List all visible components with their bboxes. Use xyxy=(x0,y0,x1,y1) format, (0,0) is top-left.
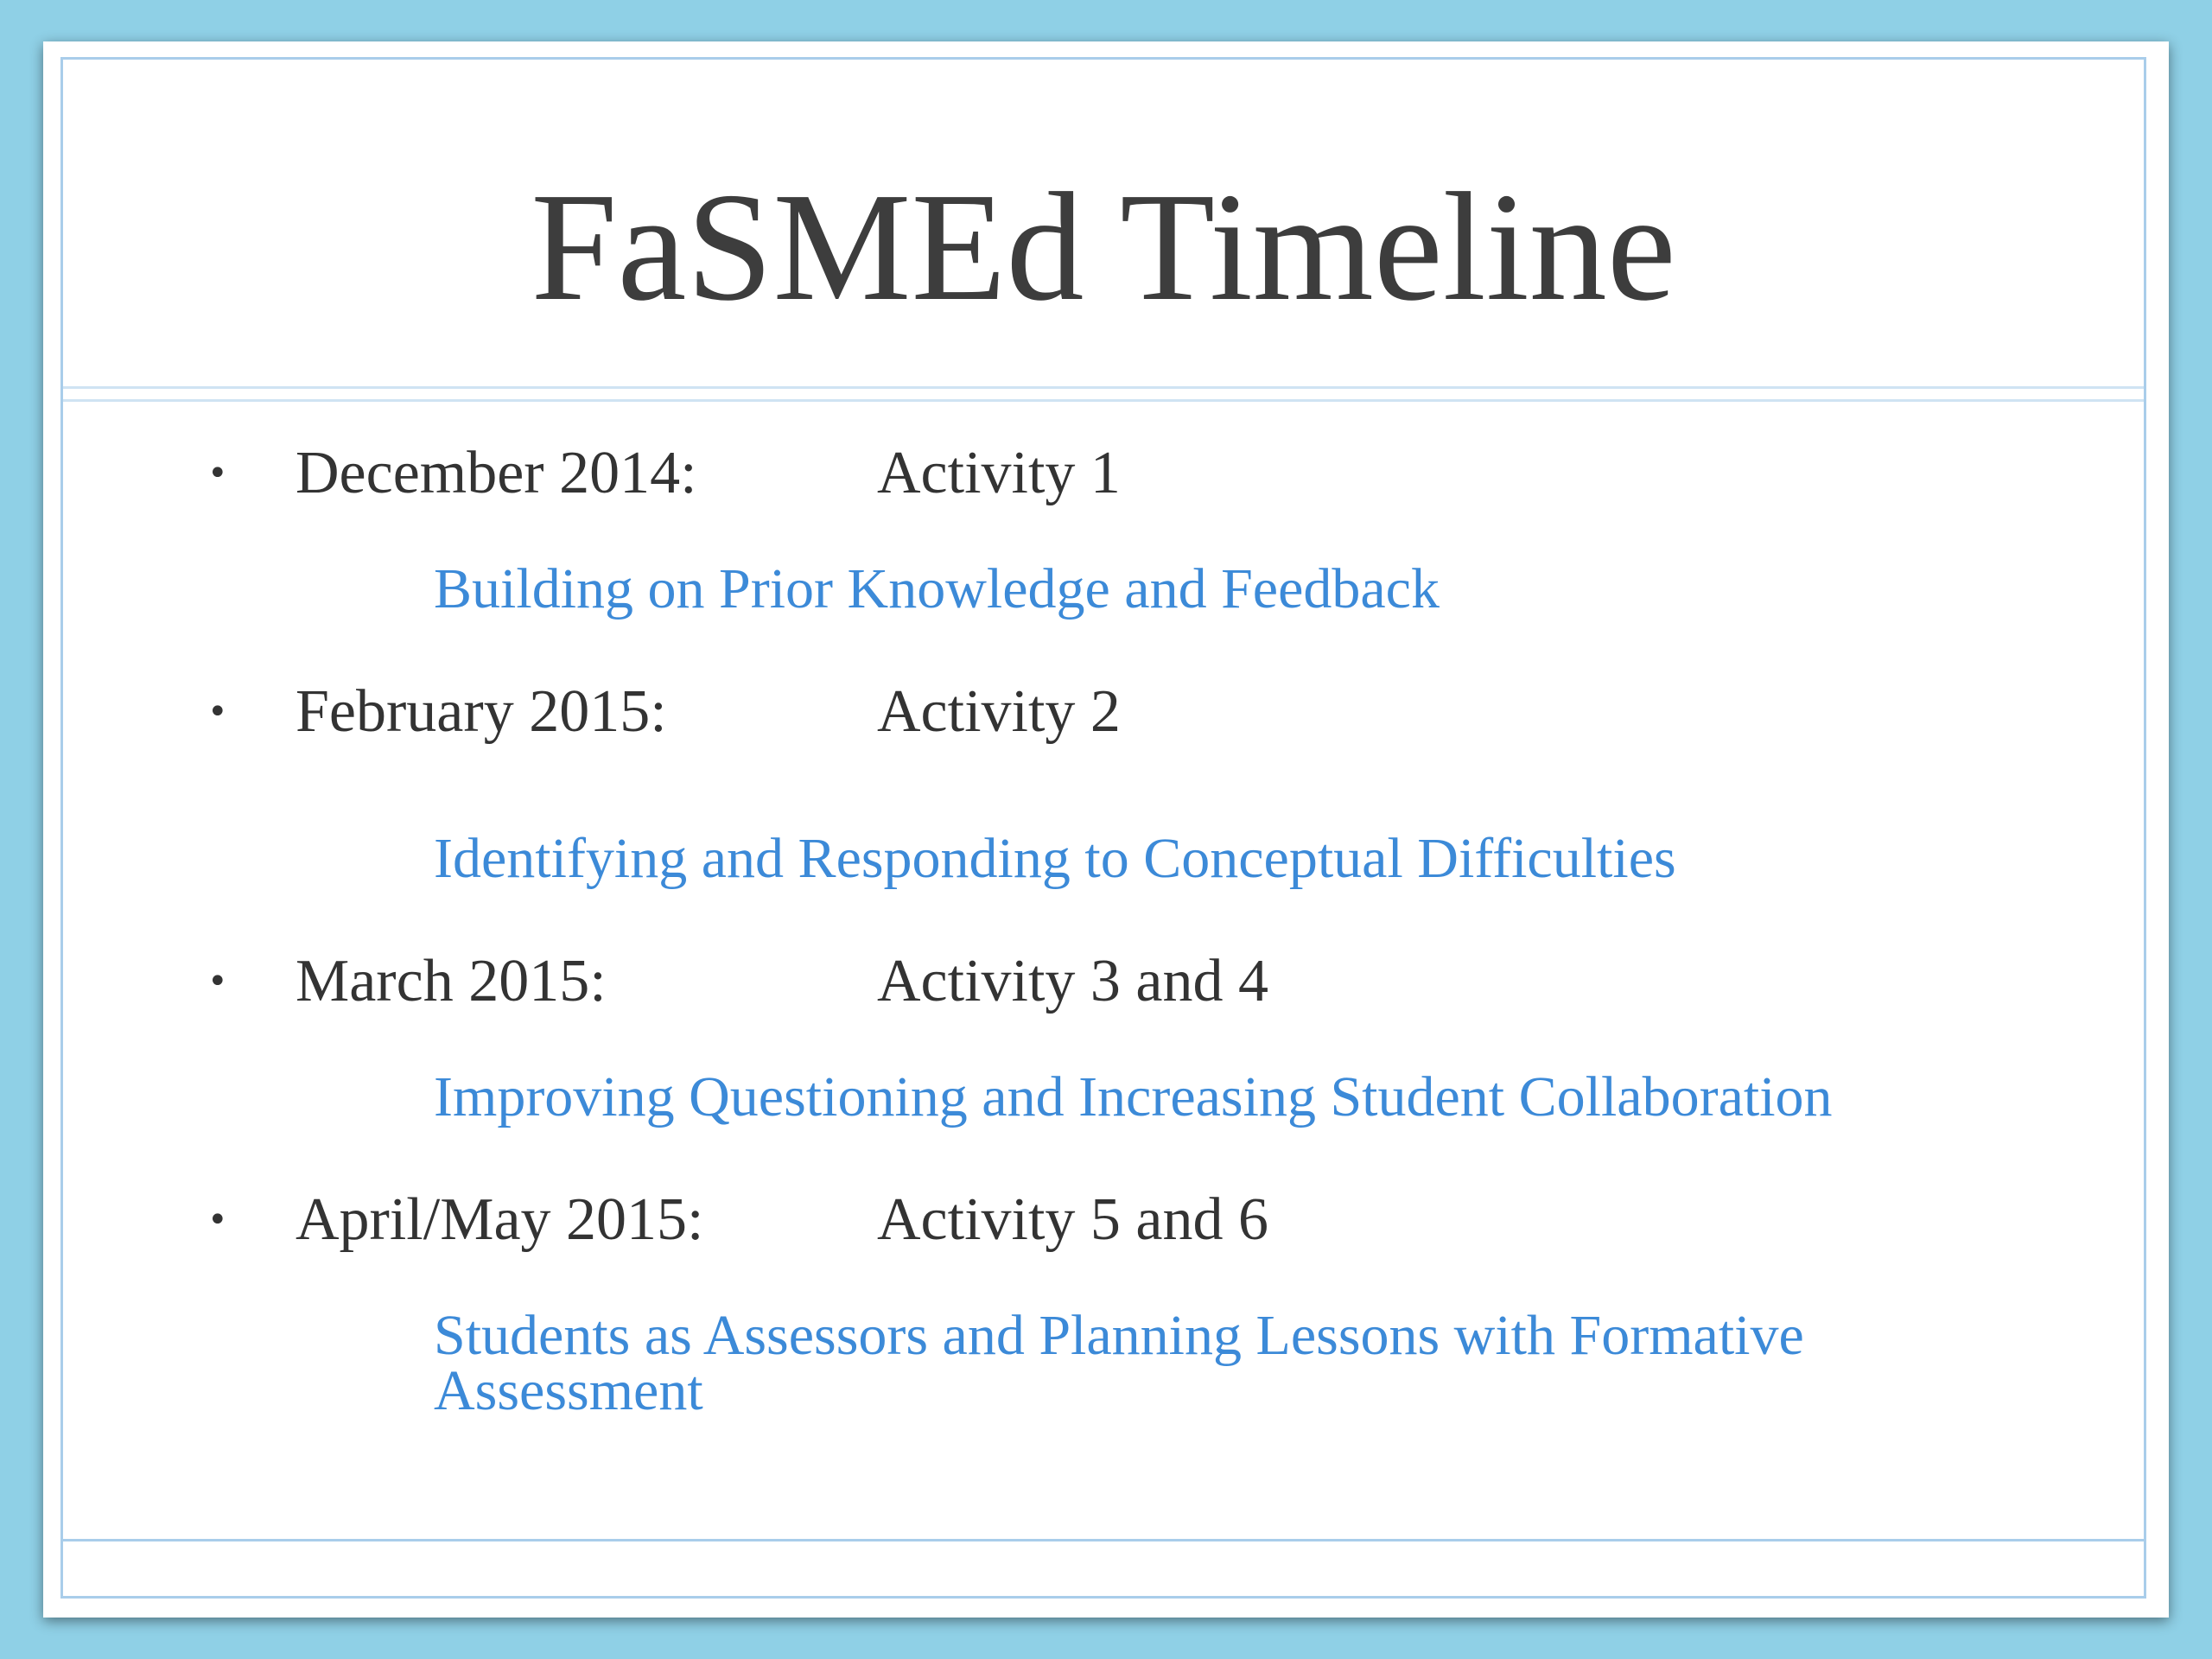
timeline-description: Building on Prior Knowledge and Feedback xyxy=(434,557,1440,620)
timeline-entry-header xyxy=(43,677,2169,747)
timeline-activity: Activity 5 and 6 xyxy=(877,1186,1268,1253)
timeline-entry-header xyxy=(43,439,2169,508)
bullet-icon: • xyxy=(207,962,228,1001)
timeline-date: March 2015: xyxy=(296,948,607,1014)
bullet-icon: • xyxy=(207,692,228,732)
footer-divider xyxy=(63,1539,2144,1541)
timeline-activity: Activity 1 xyxy=(877,440,1121,506)
timeline-date: April/May 2015: xyxy=(296,1186,704,1253)
timeline-description: Identifying and Responding to Conceptual Difficulties xyxy=(434,827,1676,890)
slide-title: FaSMEd Timeline xyxy=(531,161,1676,333)
timeline-description: Improving Questioning and Increasing Student Collaboration xyxy=(434,1065,1833,1128)
slide xyxy=(43,41,2169,1618)
timeline-activity: Activity 3 and 4 xyxy=(877,948,1268,1014)
timeline-date: December 2014: xyxy=(296,440,697,506)
bullet-icon: • xyxy=(207,454,228,493)
timeline-activity: Activity 2 xyxy=(877,678,1121,745)
title-divider-bottom xyxy=(63,399,2144,402)
title-divider-top xyxy=(63,386,2144,389)
timeline-description: Students as Assessors and Planning Lessons with Formative Assessment xyxy=(434,1304,1804,1422)
timeline-entry-header xyxy=(43,947,2169,1016)
timeline-entry-header xyxy=(43,1185,2169,1255)
timeline-date: February 2015: xyxy=(296,678,667,745)
bullet-icon: • xyxy=(207,1200,228,1240)
